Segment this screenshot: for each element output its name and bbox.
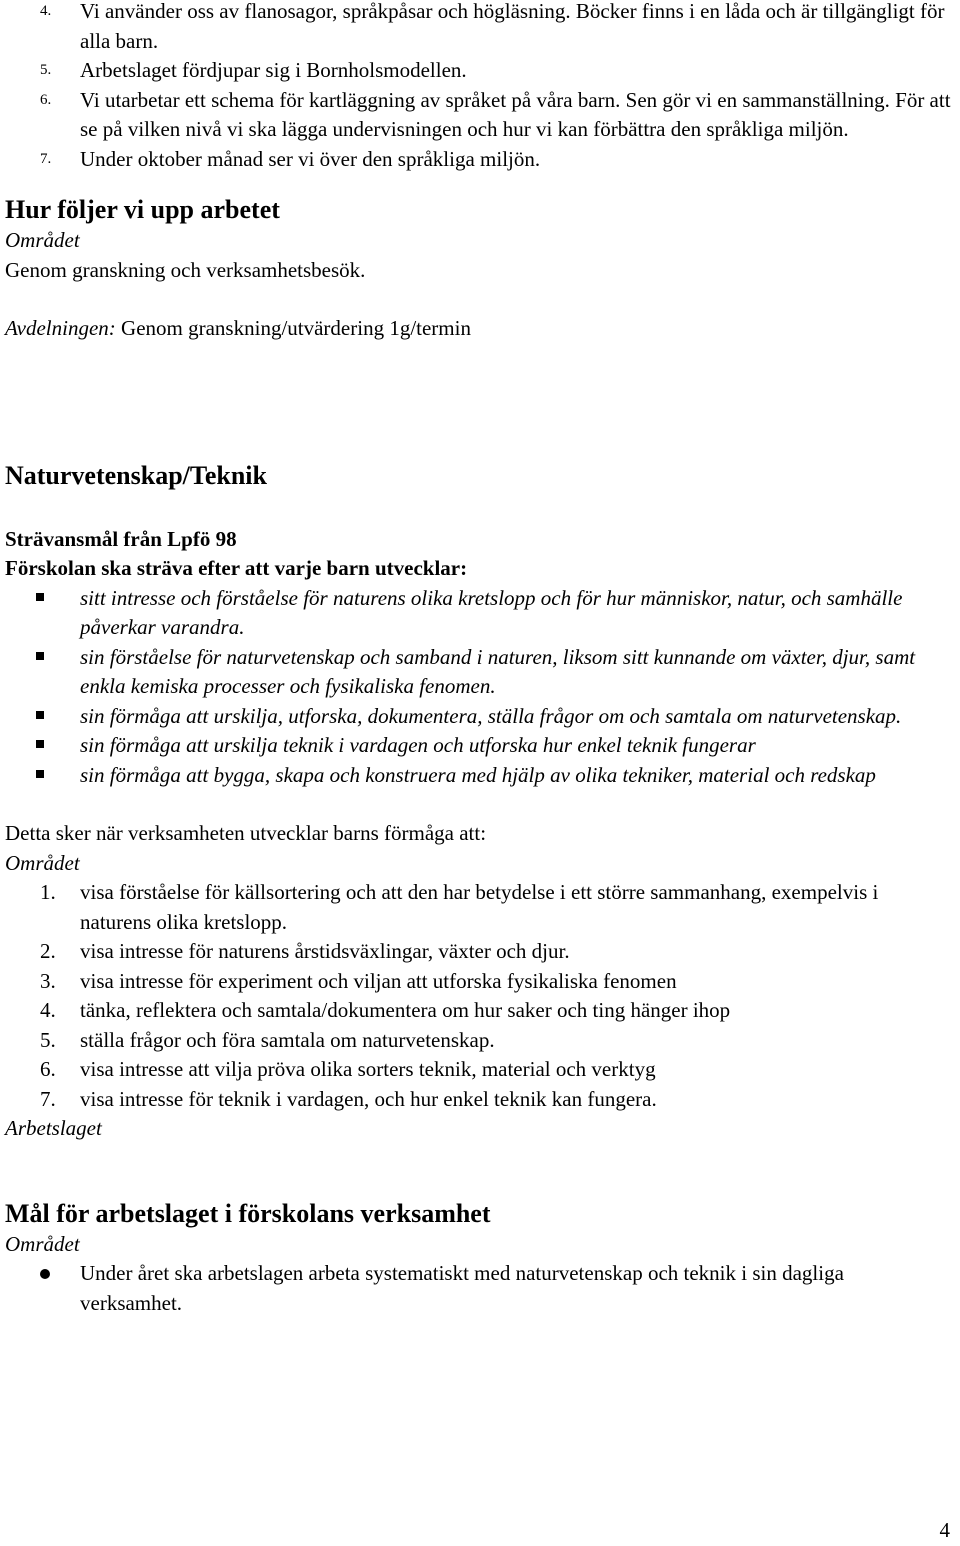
list-item [0, 996, 960, 1026]
list-item: Under året ska arbetslagen arbeta systematiskt med naturvetenskap och teknik i sin dagliga verksamhet. [0, 1259, 960, 1318]
square-bullet-icon [36, 770, 44, 778]
abilities-list [0, 878, 960, 1114]
area-label: Området [5, 850, 80, 875]
list-item [0, 145, 960, 175]
list-number: 7. [40, 150, 52, 167]
goal-item: sin förmåga att urskilja teknik i vardagen och utforska hur enkel teknik fungerar [0, 731, 960, 761]
list-number: 5. [40, 1027, 56, 1052]
area-label: Området [5, 1231, 80, 1256]
list-item [0, 937, 960, 967]
list-text: visa intresse för naturens årstidsväxlingar, växter och djur. [80, 939, 570, 963]
goals-list [0, 584, 960, 791]
top-numbered-list [0, 0, 960, 174]
team-goals-list [0, 1259, 960, 1318]
followup-heading: Hur följer vi upp arbetet [5, 195, 280, 224]
list-number: 6. [40, 91, 52, 108]
list-item [0, 0, 960, 56]
area-text: Genom granskning och verksamhetsbesök. [5, 257, 366, 282]
team-label: Arbetslaget [5, 1116, 102, 1140]
department-text: Genom granskning/utvärdering 1g/termin [115, 316, 471, 340]
list-number: 4. [40, 3, 52, 19]
list-number: 1. [40, 880, 56, 904]
list-number: 4. [40, 998, 56, 1022]
list-text: Arbetslaget fördjupar sig i Bornholsmodellen. [80, 58, 467, 82]
goal-item: sin förståelse för naturvetenskap och samband i naturen, liksom sitt kunnande om växter, djur, samt enkla kemiska processer och fysikaliska fenomen. [0, 643, 960, 702]
science-heading: Naturvetenskap/Teknik [5, 460, 267, 490]
list-text: visa intresse för teknik i vardagen, och hur enkel teknik kan fungera. [80, 1086, 657, 1111]
department-line [0, 314, 960, 344]
list-number: 7. [40, 1086, 56, 1111]
list-number: 3. [40, 968, 56, 993]
team-goals-heading: Mål för arbetslaget i förskolans verksamhet [5, 1198, 491, 1228]
list-number: 6. [40, 1057, 56, 1081]
list-text: tänka, reflektera och samtala/dokumentera om hur saker och ting hänger ihop [80, 998, 731, 1022]
list-text: Vi använder oss av flanosagor, språkpåsar och högläsning. Böcker finns i en låda och är tillgängligt för alla barn. [80, 0, 945, 53]
list-text: visa förståelse för källsortering och att den har betydelse i ett större sammanhang, exempelvis i naturens olika kretslopp. [80, 880, 879, 934]
round-bullet-icon [40, 1269, 50, 1279]
goals-intro: Förskolan ska sträva efter att varje barn utvecklar: [5, 556, 468, 580]
list-item [0, 1026, 960, 1056]
list-text: ställa frågor och föra samtala om naturvetenskap. [80, 1027, 495, 1052]
list-number: 2. [40, 939, 56, 963]
list-item [0, 1085, 960, 1115]
occurs-text: Detta sker när verksamheten utvecklar barns förmåga att: [5, 821, 487, 845]
square-bullet-icon [36, 593, 44, 601]
square-bullet-icon [36, 711, 44, 719]
list-number: 5. [40, 62, 52, 78]
department-label: Avdelningen: [5, 316, 116, 340]
page-number: 4 [939, 1518, 950, 1542]
list-text: visa intresse för experiment och viljan att utforska fysikaliska fenomen [80, 968, 677, 993]
list-item [0, 878, 960, 937]
goals-title: Strävansmål från Lpfö 98 [5, 526, 237, 551]
goal-item: sin förmåga att urskilja, utforska, dokumentera, ställa frågor om och samtala om naturvetenskap. [0, 702, 960, 732]
list-item [0, 56, 960, 86]
square-bullet-icon [36, 740, 44, 748]
list-text: Under oktober månad ser vi över den språkliga miljön. [80, 146, 541, 171]
goal-item: sin förmåga att bygga, skapa och konstruera med hjälp av olika tekniker, material och redskap [0, 761, 960, 791]
square-bullet-icon [36, 652, 44, 660]
list-text: Vi utarbetar ett schema för kartläggning av språket på våra barn. Sen gör vi en sammanställning. För att se på vilken nivå vi ska lägga undervisningen och hur vi kan förbättra den språkliga miljön. [80, 87, 951, 141]
list-item [0, 1055, 960, 1085]
goal-item: sitt intresse och förståelse för naturens olika kretslopp och för hur människor, natur, och samhälle påverkar varandra. [0, 584, 960, 643]
list-item [0, 967, 960, 997]
list-text: visa intresse att vilja pröva olika sorters teknik, material och verktyg [80, 1057, 656, 1081]
list-item [0, 86, 960, 145]
area-label: Området [5, 228, 80, 252]
